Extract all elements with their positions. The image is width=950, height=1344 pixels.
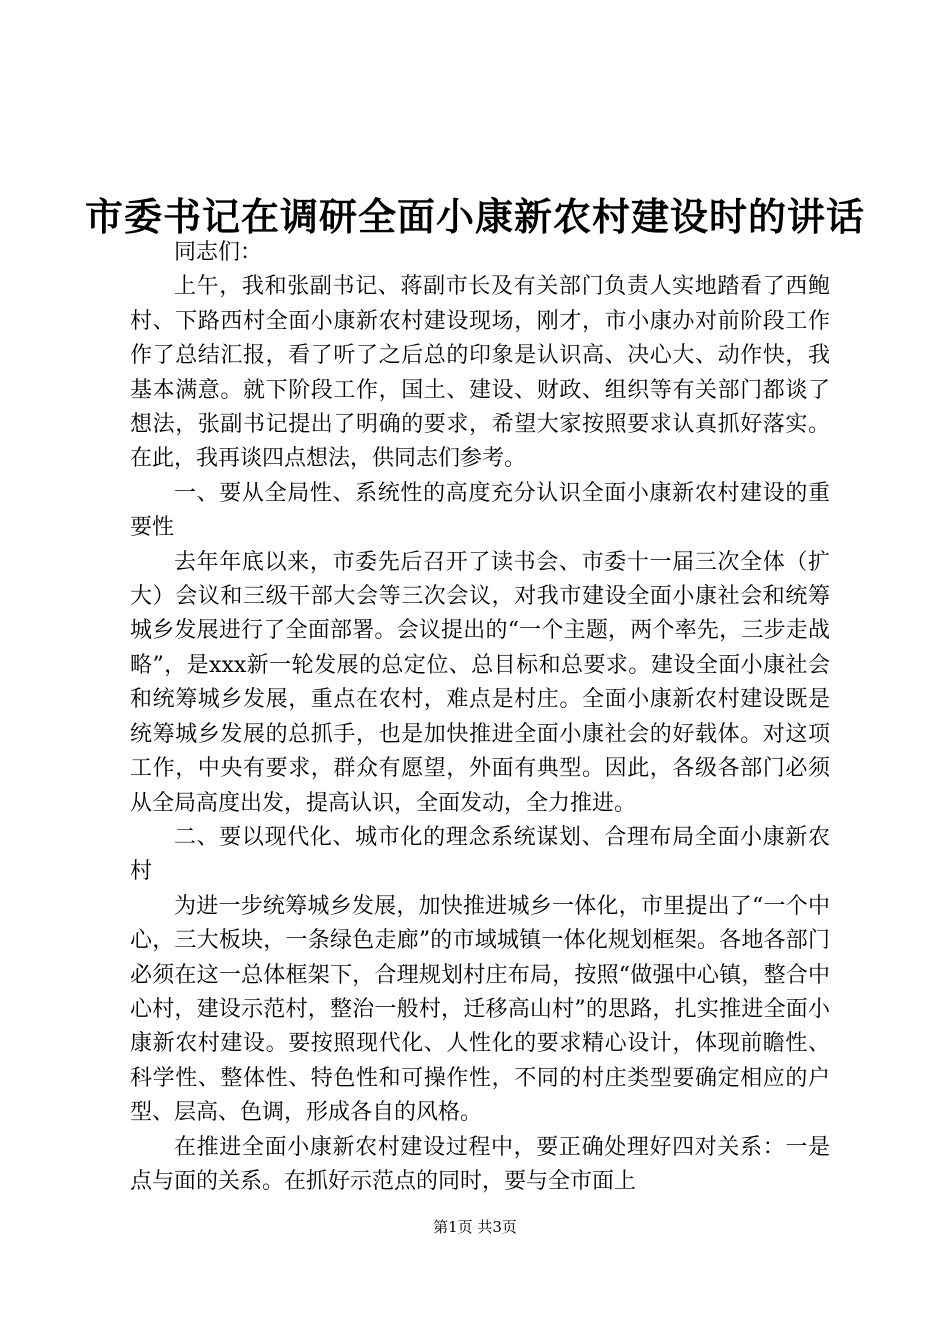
paragraph: 为进一步统筹城乡发展，加快推进城乡一体化，市里提出了“一个中心，三大板块，一条绿色走廊”的市域城镇一体化规划框架。各地各部门必须在这一总体框架下，合理规划村庄布局，按照“做强中心镇，整合中心村，建设示范村，整治一般村，迁移高山村”的思路，扎实推进全面小康新农村建设。要按照现代化、人性化的要求精心设计，体现前瞻性、科学性、整体性、特色性和可操作性，不同的村庄类型要确定相应的户型、层高、色调，形成各自的风格。 [130,893,830,1126]
paragraph: 上午，我和张副书记、蒋副市长及有关部门负责人实地踏看了西鲍村、下路西村全面小康新农村建设现场，刚才，市小康办对前阶段工作作了总结汇报，看了听了之后总的印象是认识高、决心大、动作快，我基本满意。就下阶段工作，国土、建设、财政、组织等有关部门都谈了想法，张副书记提出了明确的要求，希望大家按照要求认真抓好落实。在此，我再谈四点想法，供同志们参考。 [130,274,830,472]
page-number-footer: 第1页 共3页 [433,1218,517,1236]
paragraph: 去年年底以来，市委先后召开了读书会、市委十一届三次全体（扩大）会议和三级干部大会等三次会议，对我市建设全面小康社会和统筹城乡发展进行了全面部署。会议提出的“一个主题，两个率先，三步走战略”，是xxx新一轮发展的总定位、总目标和总要求。建设全面小康社会和统筹城乡发展，重点在农村，难点是村庄。全面小康新农村建设既是统筹城乡发展的总抓手，也是加快推进全面小康社会的好载体。对这项工作，中央有要求，群众有愿望，外面有典型。因此，各级各部门必须从全局高度出发，提高认识，全面发动，全力推进。 [130,549,830,816]
paragraph: 在推进全面小康新农村建设过程中，要正确处理好四对关系：一是点与面的关系。在抓好示范点的同时，要与全市面上 [130,1134,830,1194]
salutation: 同志们： [174,240,263,265]
section-heading-2: 二、要以现代化、城市化的理念系统谋划、合理布局全面小康新农村 [130,824,830,885]
document-body [130,236,830,1199]
section-heading-1: 一、要从全局性、系统性的高度充分认识全面小康新农村建设的重要性 [130,480,830,541]
document-title: 市委书记在调研全面小康新农村建设时的讲话 [84,194,865,239]
